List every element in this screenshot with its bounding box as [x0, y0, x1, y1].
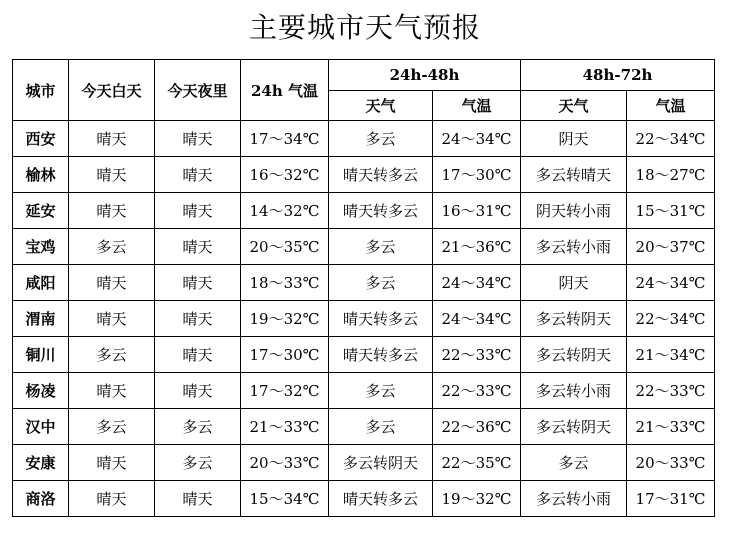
- city-cell: 安康: [13, 445, 69, 481]
- temp-48h-cell: 22～33℃: [433, 337, 521, 373]
- table-row: [13, 409, 715, 445]
- weather-48h-cell: 晴天转多云: [329, 193, 433, 229]
- today-day-cell: 多云: [69, 229, 155, 265]
- header-group-48-72h: 48h-72h: [521, 60, 715, 91]
- temp-24h-cell: 21～33℃: [241, 409, 329, 445]
- temp-24h-cell: 20～33℃: [241, 445, 329, 481]
- temp-72h-cell: 22～34℃: [627, 121, 715, 157]
- table-row: [13, 301, 715, 337]
- city-cell: 宝鸡: [13, 229, 69, 265]
- temp-72h-cell: 22～34℃: [627, 301, 715, 337]
- weather-48h-cell: 多云转阴天: [329, 445, 433, 481]
- weather-72h-cell: 多云转小雨: [521, 373, 627, 409]
- table-row: [13, 373, 715, 409]
- temp-24h-cell: 17～34℃: [241, 121, 329, 157]
- temp-48h-cell: 19～32℃: [433, 481, 521, 517]
- today-night-cell: 晴天: [155, 337, 241, 373]
- table-row: [13, 481, 715, 517]
- weather-48h-cell: 晴天转多云: [329, 337, 433, 373]
- today-night-cell: 晴天: [155, 373, 241, 409]
- weather-48h-cell: 多云: [329, 121, 433, 157]
- temp-24h-cell: 15～34℃: [241, 481, 329, 517]
- header-temp-24h: 24h 气温: [241, 60, 329, 121]
- forecast-table: [12, 59, 715, 517]
- today-day-cell: 晴天: [69, 481, 155, 517]
- today-night-cell: 晴天: [155, 157, 241, 193]
- weather-72h-cell: 多云转晴天: [521, 157, 627, 193]
- table-row: [13, 193, 715, 229]
- header-city: 城市: [13, 60, 69, 121]
- weather-48h-cell: 晴天转多云: [329, 157, 433, 193]
- today-night-cell: 晴天: [155, 265, 241, 301]
- header-row-top: [13, 60, 715, 91]
- temp-48h-cell: 17～30℃: [433, 157, 521, 193]
- city-cell: 渭南: [13, 301, 69, 337]
- today-night-cell: 晴天: [155, 229, 241, 265]
- today-day-cell: 晴天: [69, 301, 155, 337]
- temp-24h-cell: 19～32℃: [241, 301, 329, 337]
- today-day-cell: 晴天: [69, 121, 155, 157]
- temp-72h-cell: 17～31℃: [627, 481, 715, 517]
- today-night-cell: 晴天: [155, 121, 241, 157]
- weather-72h-cell: 多云: [521, 445, 627, 481]
- table-row: [13, 157, 715, 193]
- weather-48h-cell: 多云: [329, 265, 433, 301]
- temp-48h-cell: 22～36℃: [433, 409, 521, 445]
- temp-48h-cell: 24～34℃: [433, 265, 521, 301]
- temp-48h-cell: 22～35℃: [433, 445, 521, 481]
- weather-72h-cell: 阴天转小雨: [521, 193, 627, 229]
- today-night-cell: 晴天: [155, 481, 241, 517]
- city-cell: 咸阳: [13, 265, 69, 301]
- weather-72h-cell: 阴天: [521, 121, 627, 157]
- today-day-cell: 多云: [69, 337, 155, 373]
- temp-48h-cell: 22～33℃: [433, 373, 521, 409]
- header-temp-72h: 气温: [627, 91, 715, 121]
- today-day-cell: 晴天: [69, 265, 155, 301]
- header-group-24-48h: 24h-48h: [329, 60, 521, 91]
- city-cell: 杨凌: [13, 373, 69, 409]
- header-weather-48h: 天气: [329, 91, 433, 121]
- today-day-cell: 晴天: [69, 193, 155, 229]
- today-night-cell: 晴天: [155, 193, 241, 229]
- city-cell: 西安: [13, 121, 69, 157]
- temp-72h-cell: 21～34℃: [627, 337, 715, 373]
- temp-48h-cell: 24～34℃: [433, 121, 521, 157]
- temp-72h-cell: 20～33℃: [627, 445, 715, 481]
- weather-72h-cell: 多云转小雨: [521, 481, 627, 517]
- city-cell: 榆林: [13, 157, 69, 193]
- temp-48h-cell: 16～31℃: [433, 193, 521, 229]
- city-cell: 商洛: [13, 481, 69, 517]
- today-day-cell: 晴天: [69, 445, 155, 481]
- today-night-cell: 多云: [155, 445, 241, 481]
- temp-72h-cell: 22～33℃: [627, 373, 715, 409]
- weather-48h-cell: 晴天转多云: [329, 301, 433, 337]
- weather-72h-cell: 多云转小雨: [521, 229, 627, 265]
- today-day-cell: 晴天: [69, 373, 155, 409]
- weather-48h-cell: 晴天转多云: [329, 481, 433, 517]
- temp-72h-cell: 21～33℃: [627, 409, 715, 445]
- weather-72h-cell: 多云转阴天: [521, 409, 627, 445]
- table-row: [13, 445, 715, 481]
- temp-48h-cell: 21～36℃: [433, 229, 521, 265]
- temp-72h-cell: 20～37℃: [627, 229, 715, 265]
- temp-72h-cell: 18～27℃: [627, 157, 715, 193]
- table-row: [13, 337, 715, 373]
- page-title: 主要城市天气预报: [248, 11, 481, 44]
- today-night-cell: 多云: [155, 409, 241, 445]
- city-cell: 延安: [13, 193, 69, 229]
- today-day-cell: 晴天: [69, 157, 155, 193]
- weather-48h-cell: 多云: [329, 229, 433, 265]
- weather-48h-cell: 多云: [329, 373, 433, 409]
- temp-24h-cell: 20～35℃: [241, 229, 329, 265]
- city-cell: 铜川: [13, 337, 69, 373]
- table-row: [13, 121, 715, 157]
- city-cell: 汉中: [13, 409, 69, 445]
- forecast-body: [13, 121, 715, 517]
- temp-24h-cell: 14～32℃: [241, 193, 329, 229]
- header-weather-72h: 天气: [521, 91, 627, 121]
- weather-72h-cell: 多云转阴天: [521, 301, 627, 337]
- temp-72h-cell: 24～34℃: [627, 265, 715, 301]
- temp-72h-cell: 15～31℃: [627, 193, 715, 229]
- temp-24h-cell: 18～33℃: [241, 265, 329, 301]
- temp-24h-cell: 17～30℃: [241, 337, 329, 373]
- today-day-cell: 多云: [69, 409, 155, 445]
- table-row: [13, 229, 715, 265]
- header-temp-48h: 气温: [433, 91, 521, 121]
- weather-72h-cell: 阴天: [521, 265, 627, 301]
- temp-48h-cell: 24～34℃: [433, 301, 521, 337]
- header-today-night: 今天夜里: [155, 60, 241, 121]
- temp-24h-cell: 17～32℃: [241, 373, 329, 409]
- weather-48h-cell: 多云: [329, 409, 433, 445]
- weather-72h-cell: 多云转阴天: [521, 337, 627, 373]
- table-row: [13, 265, 715, 301]
- header-today-day: 今天白天: [69, 60, 155, 121]
- today-night-cell: 晴天: [155, 301, 241, 337]
- temp-24h-cell: 16～32℃: [241, 157, 329, 193]
